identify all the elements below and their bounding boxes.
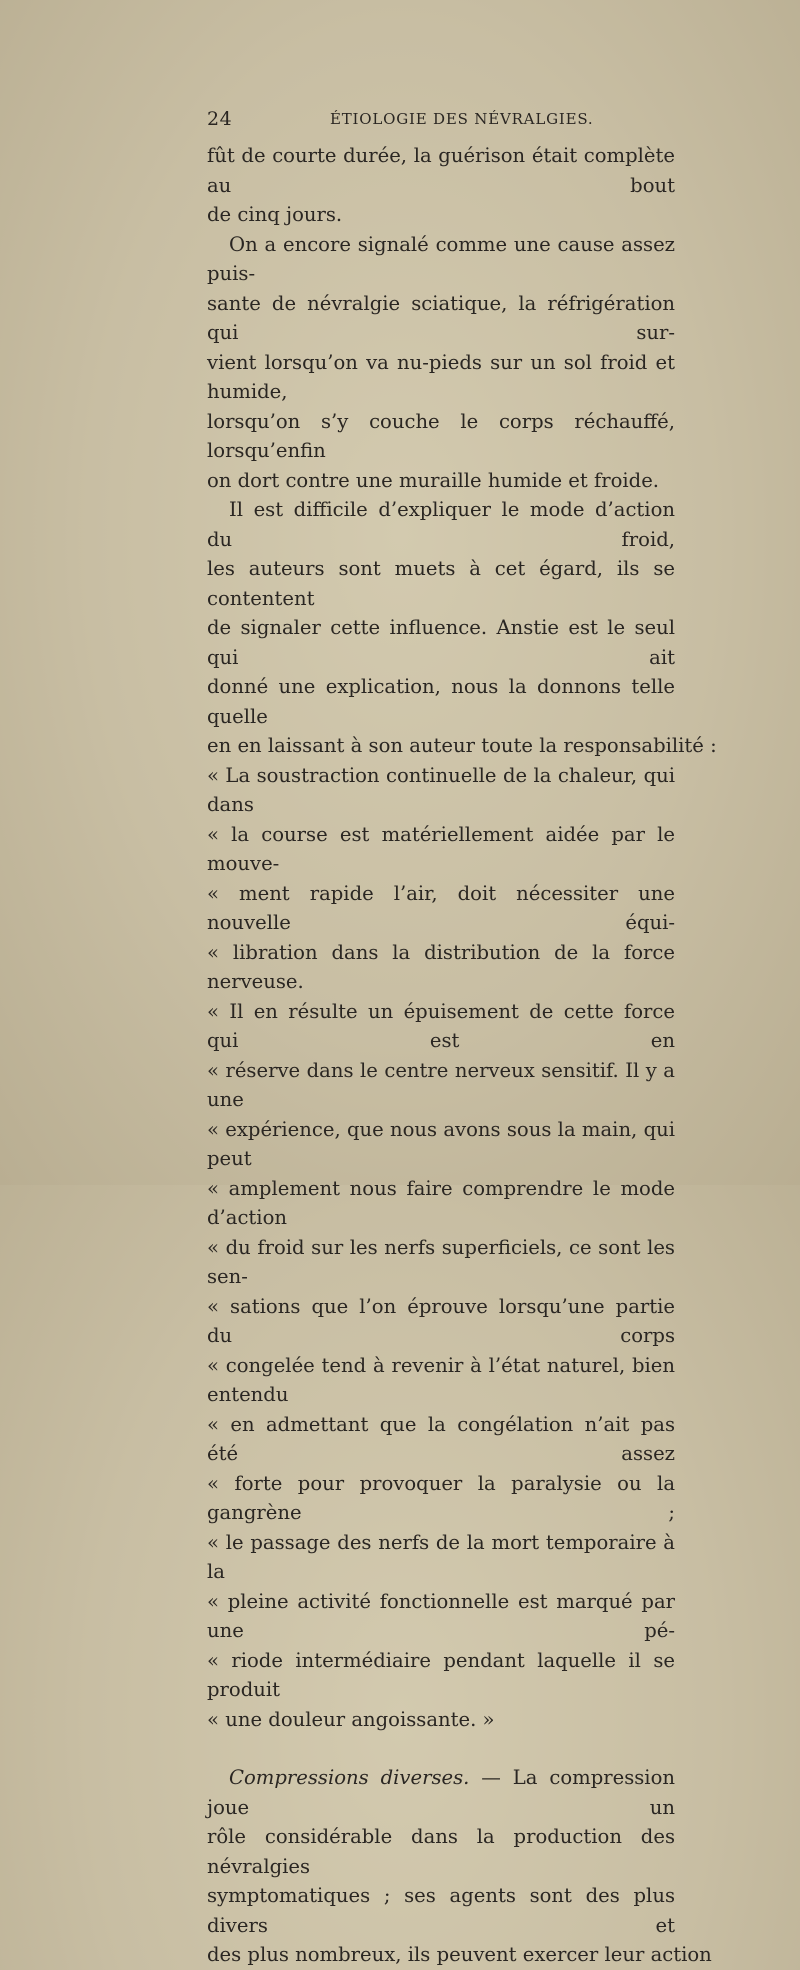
quote-line: « sations que l’on éprouve lorsqu’une partie du corps bbox=[207, 1294, 675, 1347]
quote-line: « pleine activité fonctionnelle est marqué par une pé- bbox=[207, 1589, 675, 1642]
paragraph-3 bbox=[207, 495, 717, 761]
running-head bbox=[207, 108, 675, 134]
text-line: les auteurs sont muets à cet égard, ils se contentent bbox=[207, 557, 675, 610]
quote-line: « le passage des nerfs de la mort temporaire à la bbox=[207, 1530, 675, 1583]
text-line: donné une explication, nous la donnons telle quelle bbox=[207, 675, 675, 728]
quote-line: « Il en résulte un épuisement de cette force qui est en bbox=[207, 999, 675, 1052]
text-line: symptomatiques ; ses agents sont des plus divers et bbox=[207, 1884, 675, 1937]
quotation-block bbox=[207, 761, 675, 1735]
paragraph-4 bbox=[207, 1763, 712, 1970]
text-line: en en laissant à son auteur toute la responsabilité : bbox=[207, 734, 717, 757]
paragraph-1 bbox=[207, 141, 675, 230]
quote-line: « ment rapide l’air, doit nécessiter une nouvelle équi- bbox=[207, 881, 675, 934]
text-line: Il est difficile d’expliquer le mode d’action du froid, bbox=[207, 498, 675, 551]
text-line: lorsqu’on s’y couche le corps réchauffé, lorsqu’enfin bbox=[207, 409, 675, 462]
text-line: On a encore signalé comme une cause assez puis- bbox=[207, 232, 675, 285]
section-title: Compressions diverses. bbox=[229, 1766, 470, 1789]
page-body bbox=[207, 141, 717, 1970]
quote-line: « amplement nous faire comprendre le mode d’action bbox=[207, 1176, 675, 1229]
text-line: de cinq jours. bbox=[207, 203, 343, 226]
quote-line: « riode intermédiaire pendant laquelle il se produit bbox=[207, 1648, 675, 1701]
quote-line: « une douleur angoissante. » bbox=[207, 1707, 495, 1731]
quote-line: « réserve dans le centre nerveux sensitif. Il y a une bbox=[207, 1058, 675, 1111]
text-line: on dort contre une muraille humide et froide. bbox=[207, 468, 660, 492]
text-line: sante de névralgie sciatique, la réfrigération qui sur- bbox=[207, 291, 675, 344]
quote-line: « en admettant que la congélation n’ait pas été assez bbox=[207, 1412, 675, 1465]
text-line: fût de courte durée, la guérison était complète au bout bbox=[207, 144, 675, 197]
text-line: rôle considérable dans la production des névralgies bbox=[207, 1825, 675, 1878]
quote-line: « du froid sur les nerfs superficiels, ce sont les sen- bbox=[207, 1235, 675, 1288]
running-title: ÉTIOLOGIE DES NÉVRALGIES. bbox=[330, 110, 594, 128]
text-span: — La compression joue un bbox=[207, 1766, 675, 1819]
quote-line: « forte pour provoquer la paralysie ou la gangrène ; bbox=[207, 1471, 675, 1524]
text-line: vient lorsqu’on va nu-pieds sur un sol froid et humide, bbox=[207, 350, 675, 403]
quote-line: « congelée tend à revenir à l’état naturel, bien entendu bbox=[207, 1353, 675, 1406]
text-line: de signaler cette influence. Anstie est le seul qui ait bbox=[207, 616, 675, 669]
text-line bbox=[207, 1763, 675, 1822]
quote-line: « La soustraction continuelle de la chaleur, qui dans bbox=[207, 763, 675, 816]
paragraph-2 bbox=[207, 230, 675, 496]
page-number: 24 bbox=[207, 108, 233, 130]
quote-line: « expérience, que nous avons sous la main, qui peut bbox=[207, 1117, 675, 1170]
text-line: des plus nombreux, ils peuvent exercer leur action bbox=[207, 1943, 712, 1966]
quote-line: « libration dans la distribution de la force nerveuse. bbox=[207, 940, 675, 993]
paragraph-spacer bbox=[207, 1734, 675, 1763]
quote-line: « la course est matériellement aidée par le mouve- bbox=[207, 822, 675, 875]
